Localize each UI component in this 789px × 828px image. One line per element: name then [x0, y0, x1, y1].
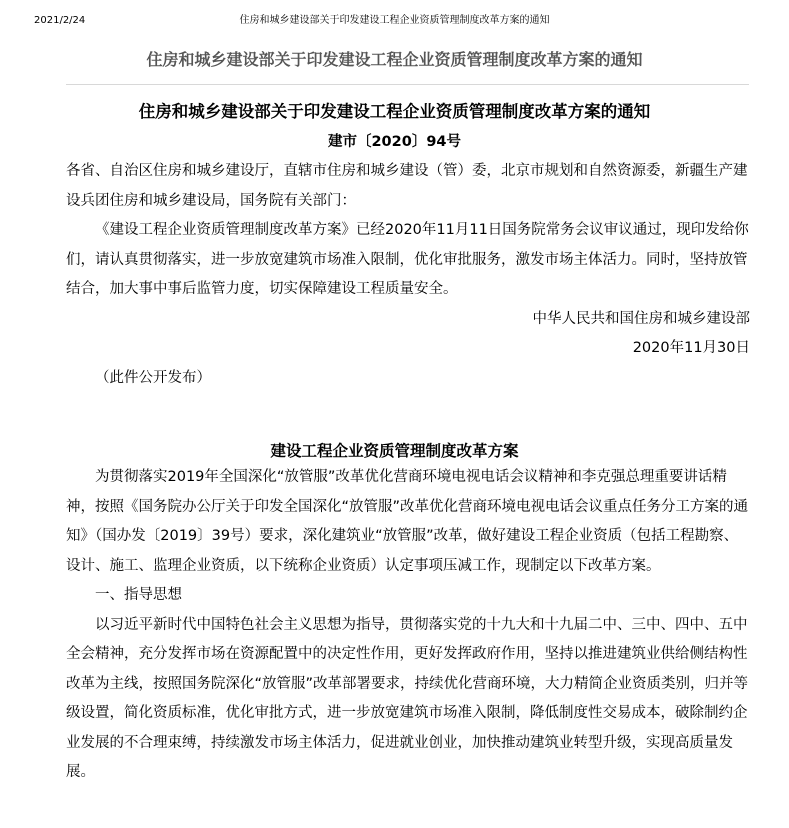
- document-number: 建市〔2020〕94号: [327, 134, 462, 150]
- issue-date: 2020年11月30日: [632, 340, 750, 356]
- plan-body: [66, 463, 750, 788]
- print-header: [0, 14, 789, 28]
- print-date: 2021/2/24: [34, 15, 86, 26]
- notice-paragraph: 《建设工程企业资质管理制度改革方案》已经2020年11月11日国务院常务会议审议通过，现印发给你们，请认真贯彻落实，进一步放宽建筑市场准入限制，优化审批服务，激发市场主体活力。同时，坚持放管结合，加大事中事后监管力度，切实保障建设工程质量安全。: [66, 222, 749, 297]
- title-divider: [66, 84, 749, 85]
- section-heading: 一、指导思想: [95, 587, 182, 603]
- notice-body: [66, 157, 750, 393]
- plan-title: 建设工程企业资质管理制度改革方案: [270, 442, 519, 460]
- print-title: 住房和城乡建设部关于印发建设工程企业资质管理制度改革方案的通知: [239, 15, 550, 26]
- publication-note: （此件公开发布）: [95, 369, 211, 386]
- notice-title: 住房和城乡建设部关于印发建设工程企业资质管理制度改革方案的通知: [138, 102, 651, 121]
- addressees: 各省、自治区住房和城乡建设厅，直辖市住房和城乡建设（管）委，北京市规划和自然资源委，新疆生产建设兵团住房和城乡建设局，国务院有关部门：: [66, 163, 748, 209]
- section-paragraph: 以习近平新时代中国特色社会主义思想为指导，贯彻落实党的十九大和十九届二中、三中、四中、五中全会精神，充分发挥市场在资源配置中的决定性作用，更好发挥政府作用，坚持以推进建筑业供给侧结构性改革为主线，按照国务院深化“放管服”改革部署要求，持续优化营商环境，大力精简企业资质类别，归并等级设置，简化资质标准，优化审批方式，进一步放宽建筑市场准入限制，降低制度性交易成本，破除制约企业发展的不合理束缚，持续激发市场主体活力，促进就业创业，加快推动建筑业转型升级，实现高质量发展。: [66, 616, 749, 780]
- page-title: 住房和城乡建设部关于印发建设工程企业资质管理制度改革方案的通知: [146, 50, 643, 69]
- plan-intro: 为贯彻落实2019年全国深化“放管服”改革优化营商环境电视电话会议精神和李克强总理重要讲话精神，按照《国务院办公厅关于印发全国深化“放管服”改革优化营商环境电视电话会议重点任务分工方案的通知》（国办发〔2019〕39号）要求，深化建筑业“放管服”改革，做好建设工程企业资质（包括工程勘察、设计、施工、监理企业资质，以下统称企业资质）认定事项压减工作，现制定以下改革方案。: [66, 469, 749, 574]
- issuer: 中华人民共和国住房和城乡建设部: [532, 310, 750, 327]
